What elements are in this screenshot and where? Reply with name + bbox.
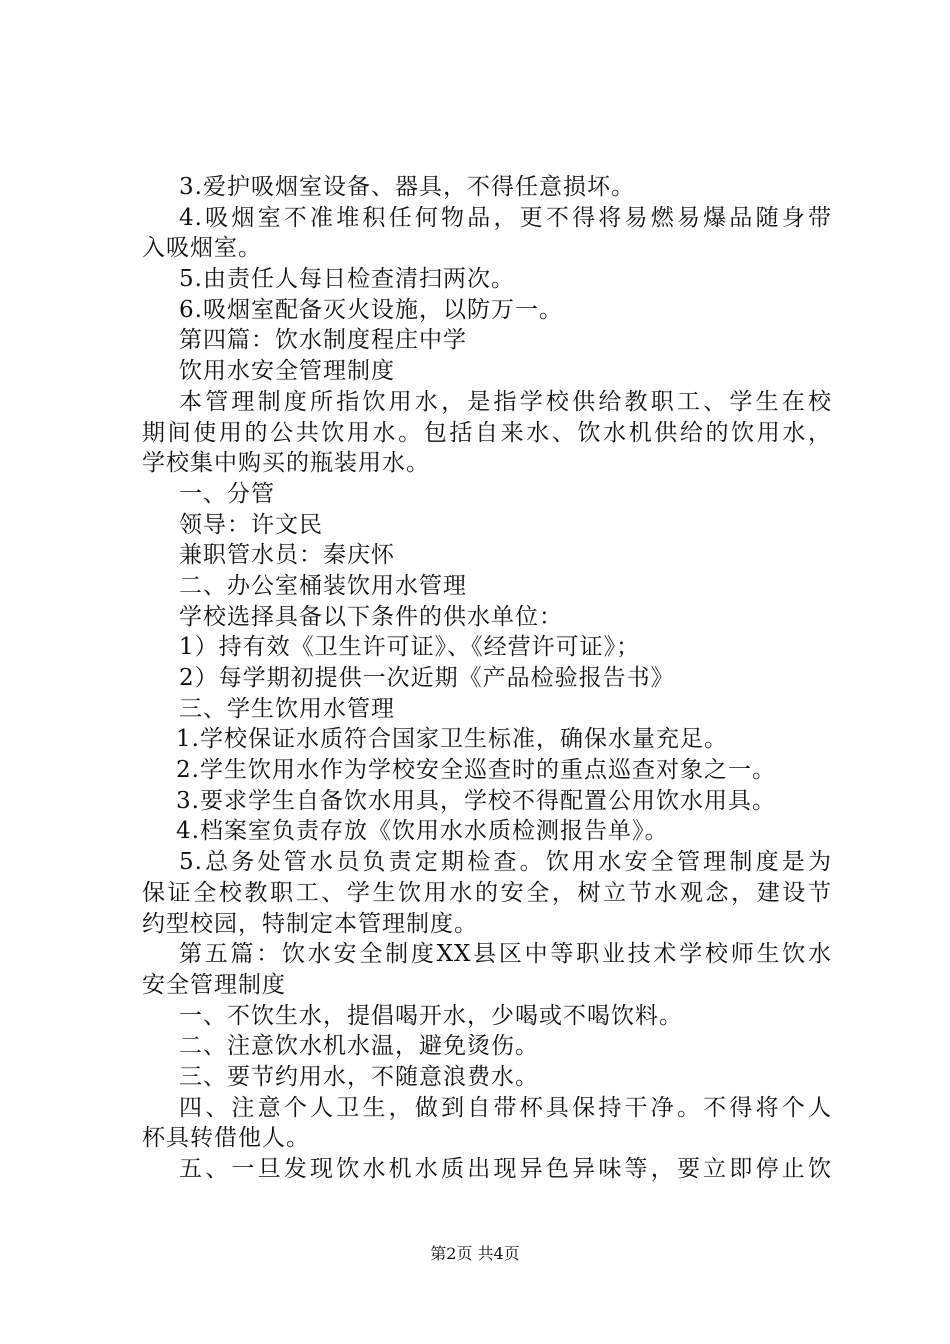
document-body bbox=[142, 172, 832, 1185]
paragraph-line: 保证全校教职工、学生饮用水的安全，树立节水观念，建设节 bbox=[142, 879, 832, 906]
paragraph-line: 5.由责任人每日检查清扫两次。 bbox=[179, 266, 515, 293]
page-footer bbox=[0, 1244, 950, 1264]
section-heading: 第五篇：饮水安全制度XX县区中等职业技术学校师生饮水 bbox=[179, 941, 832, 968]
paragraph-line: 约型校园，特制定本管理制度。 bbox=[142, 910, 478, 937]
paragraph-line: 4.吸烟室不准堆积任何物品，更不得将易燃易爆品随身带 bbox=[179, 204, 832, 231]
paragraph-line: 1）持有效《卫生许可证》、《经营许可证》； bbox=[179, 634, 641, 661]
section-heading: 第四篇：饮水制度程庄中学 bbox=[179, 327, 467, 354]
paragraph-line: 二、注意饮水机水温，避免烫伤。 bbox=[179, 1033, 539, 1060]
paragraph-line: 本管理制度所指饮用水，是指学校供给教职工、学生在校 bbox=[179, 388, 832, 415]
paragraph-line: 入吸烟室。 bbox=[142, 235, 262, 262]
page-number-label: 第2页 共4页 bbox=[430, 1244, 520, 1263]
paragraph-line: 学校选择具备以下条件的供水单位： bbox=[179, 603, 563, 630]
paragraph-line: 二、办公室桶装饮用水管理 bbox=[179, 572, 467, 599]
paragraph-line: 杯具转借他人。 bbox=[142, 1125, 310, 1152]
paragraph-line: 一、分管 bbox=[179, 480, 275, 507]
paragraph-line: 三、学生饮用水管理 bbox=[179, 695, 395, 722]
paragraph-line: 四、注意个人卫生，做到自带杯具保持干净。不得将个人 bbox=[179, 1094, 832, 1121]
paragraph-line: 2）每学期初提供一次近期《产品检验报告书》 bbox=[179, 665, 675, 691]
paragraph-line: 5.总务处管水员负责定期检查。饮用水安全管理制度是为 bbox=[179, 849, 832, 876]
paragraph-line: 兼职管水员：秦庆怀 bbox=[179, 542, 395, 569]
paragraph-line: 五、一旦发现饮水机水质出现异色异味等，要立即停止饮 bbox=[179, 1156, 832, 1182]
paragraph-line: 领导：许文民 bbox=[179, 511, 323, 538]
paragraph-line: 6.吸烟室配备灭火设施，以防万一。 bbox=[179, 296, 563, 323]
paragraph-line: 一、不饮生水，提倡喝开水，少喝或不喝饮料。 bbox=[179, 1002, 683, 1029]
paragraph-line: 2.学生饮用水作为学校安全巡查时的重点巡查对象之一。 bbox=[176, 757, 776, 784]
section-heading: 饮用水安全管理制度 bbox=[179, 358, 395, 385]
section-heading: 安全管理制度 bbox=[142, 971, 286, 998]
paragraph-line: 3.爱护吸烟室设备、器具，不得任意损坏。 bbox=[179, 174, 635, 200]
paragraph-line: 4.档案室负责存放《饮用水水质检测报告单》。 bbox=[176, 818, 669, 845]
paragraph-line: 三、要节约用水，不随意浪费水。 bbox=[179, 1063, 539, 1090]
paragraph-line: 期间使用的公共饮用水。包括自来水、饮水机供给的饮用水， bbox=[142, 419, 832, 446]
paragraph-line: 1.学校保证水质符合国家卫生标准，确保水量充足。 bbox=[176, 726, 728, 753]
paragraph-line: 学校集中购买的瓶装用水。 bbox=[142, 450, 430, 477]
paragraph-line: 3.要求学生自备饮水用具，学校不得配置公用饮水用具。 bbox=[176, 787, 776, 814]
